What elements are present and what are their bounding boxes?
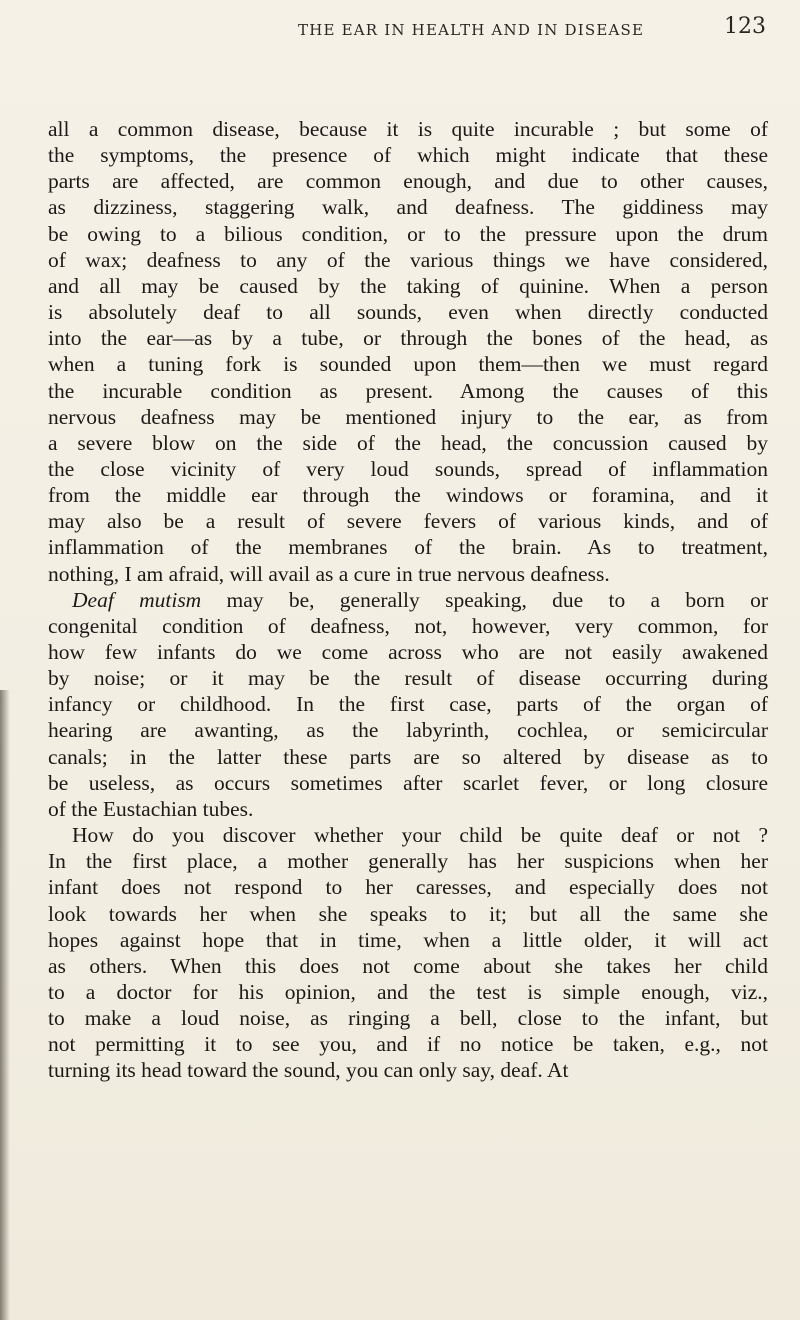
text-line — [48, 744, 768, 770]
text-line — [48, 142, 768, 168]
line-text: How do you discover whether your child be quite deaf or not ? — [72, 823, 768, 847]
line-text: not permitting it to see you, and if no notice be taken, e.g., not — [48, 1032, 768, 1057]
text-line — [48, 325, 768, 351]
text-line — [48, 482, 768, 508]
text-line — [48, 351, 768, 377]
text-line — [48, 561, 768, 587]
text-line — [48, 273, 768, 299]
text-line — [48, 404, 768, 430]
line-text: is absolutely deaf to all sounds, even when directly conducted — [48, 300, 768, 324]
line-text: and all may be caused by the taking of quinine. When a person — [48, 273, 768, 298]
line-text: of wax; deafness to any of the various things we have considered, — [48, 247, 768, 272]
page-edge-shadow — [0, 690, 10, 1320]
line-text: the incurable condition as present. Among the causes of this — [48, 378, 768, 403]
line-text: hearing are awanting, as the labyrinth, cochlea, or semicircular — [48, 718, 768, 743]
running-head — [0, 8, 800, 52]
text-line — [48, 456, 768, 482]
text-line — [48, 1031, 768, 1057]
line-text: all a common disease, because it is quite incurable ; but some of — [48, 117, 768, 141]
line-text: be owing to a bilious condition, or to the pressure upon the drum — [48, 221, 768, 246]
text-line — [48, 717, 768, 743]
text-line — [48, 378, 768, 404]
line-text: nervous deafness may be mentioned injury to the ear, as from — [48, 404, 768, 429]
text-line — [48, 221, 768, 247]
text-line — [48, 508, 768, 534]
line-text: to make a loud noise, as ringing a bell, close to the infant, but — [48, 1006, 768, 1031]
line-text: may also be a result of severe fevers of various kinds, and of — [48, 509, 768, 534]
line-text: to a doctor for his opinion, and the test is simple enough, viz., — [48, 979, 768, 1004]
line-text: by noise; or it may be the result of disease occurring during — [48, 666, 768, 691]
text-line — [48, 770, 768, 796]
line-text: when a tuning fork is sounded upon them—then we must regard — [48, 352, 768, 377]
text-line — [48, 1005, 768, 1031]
line-text: infant does not respond to her caresses, and especially does not — [48, 875, 768, 900]
text-line — [72, 822, 768, 848]
line-text: turning its head toward the sound, you can only say, deaf. At — [48, 1058, 569, 1083]
line-text: be useless, as occurs sometimes after scarlet fever, or long closure — [48, 770, 768, 795]
line-text: as others. When this does not come about she takes her child — [48, 953, 768, 978]
text-line — [48, 979, 768, 1005]
line-text: hopes against hope that in time, when a little older, it will act — [48, 927, 768, 952]
line-text: a severe blow on the side of the head, the concussion caused by — [48, 430, 768, 455]
text-line — [48, 796, 768, 822]
text-line — [48, 639, 768, 665]
text-line — [48, 247, 768, 273]
line-text: congenital condition of deafness, not, however, very common, for — [48, 613, 768, 638]
text-line — [48, 430, 768, 456]
text-line — [48, 194, 768, 220]
italic-term: Deaf mutism — [72, 587, 202, 612]
text-line — [48, 901, 768, 927]
line-text: into the ear—as by a tube, or through the bones of the head, as — [48, 326, 768, 351]
line-text: how few infants do we come across who are not easily awakened — [48, 640, 768, 664]
running-title: THE EAR IN HEALTH AND IN DISEASE — [298, 21, 645, 39]
text-line — [48, 927, 768, 953]
text-line — [72, 587, 768, 613]
line-text: infancy or childhood. In the first case, parts of the organ of — [48, 692, 768, 717]
line-text: canals; in the latter these parts are so altered by disease as to — [48, 744, 768, 769]
text-line — [48, 874, 768, 900]
line-text: may be, generally speaking, due to a born or — [201, 587, 768, 612]
line-text: as dizziness, staggering walk, and deafness. The giddiness may — [48, 195, 768, 220]
line-text: look towards her when she speaks to it; but all the same she — [48, 901, 768, 926]
text-line — [48, 534, 768, 560]
text-line — [48, 665, 768, 691]
line-text: In the first place, a mother generally has her suspicions when her — [48, 849, 768, 874]
line-text: the close vicinity of very loud sounds, spread of inflammation — [48, 456, 768, 481]
text-line — [48, 168, 768, 194]
line-text: nothing, I am afraid, will avail as a cure in true nervous deafness. — [48, 561, 610, 586]
line-text: of the Eustachian tubes. — [48, 796, 254, 821]
text-line — [48, 953, 768, 979]
text-line — [48, 691, 768, 717]
text-line — [48, 848, 768, 874]
text-line — [48, 1057, 768, 1083]
line-text: the symptoms, the presence of which might indicate that these — [48, 143, 768, 168]
text-line — [48, 116, 768, 142]
line-text: parts are affected, are common enough, and due to other causes, — [48, 169, 768, 194]
line-text: inflammation of the membranes of the brain. As to treatment, — [48, 535, 768, 560]
text-line — [48, 613, 768, 639]
line-text: from the middle ear through the windows or foramina, and it — [48, 483, 768, 508]
text-line — [48, 299, 768, 325]
page-number: 123 — [724, 14, 766, 39]
